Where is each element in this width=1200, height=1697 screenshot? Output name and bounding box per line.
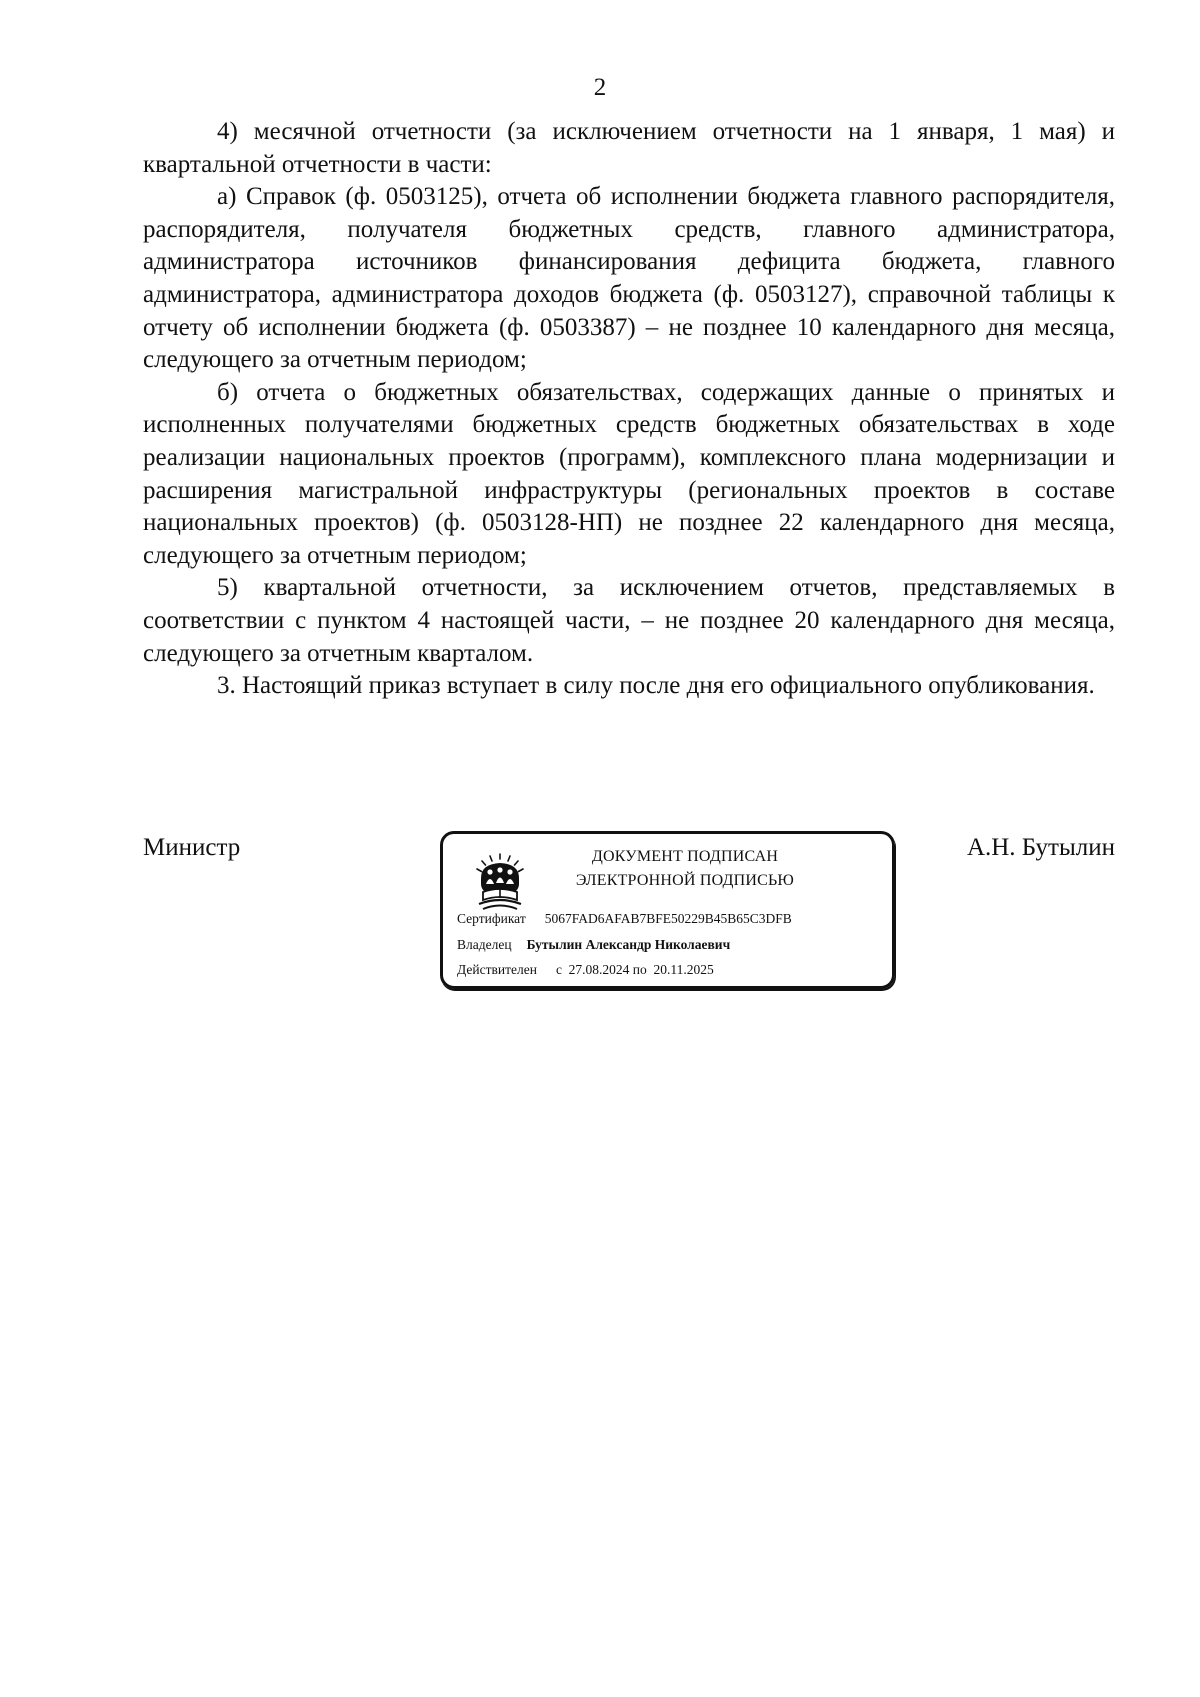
certificate-value: 5067FAD6AFAB7BFE50229B45B65C3DFB xyxy=(544,911,792,926)
regional-coat-of-arms-icon xyxy=(473,850,527,914)
owner-row xyxy=(457,936,730,954)
signatory-name: А.Н. Бутылин xyxy=(966,834,1115,861)
owner-label: Владелец xyxy=(457,937,512,952)
certificate-label: Сертификат xyxy=(457,911,526,926)
validity-row xyxy=(457,961,714,979)
paragraph-item-4: 4) месячной отчетности (за исключением отчетности на 1 января, 1 мая) и квартальной отчетности в части: xyxy=(143,118,1115,178)
page-number: 2 xyxy=(593,74,607,101)
validity-label: Действителен xyxy=(457,962,537,977)
validity-value: с 27.08.2024 по 20.11.2025 xyxy=(555,962,714,977)
stamp-title-line-2: ЭЛЕКТРОННОЙ ПОДПИСЬЮ xyxy=(575,872,795,889)
paragraph-clause-3: 3. Настоящий приказ вступает в силу после дня его официального опубликования. xyxy=(217,672,1095,700)
paragraph-subitem-b: б) отчета о бюджетных обязательствах, содержащих данные о принятых и исполненных получателями бюджетных средств бюджетных обязательствах в ходе реализации национальных проектов (программ), комплексного плана модернизации и расширения магистральной инфраструктуры (региональных проектов в составе национальных проектов) (ф. 0503128-НП) не позднее 22 календарного дня месяца, следующего за отчетным периодом; xyxy=(143,378,1115,569)
document-body xyxy=(143,116,1115,703)
paragraph-item-5: 5) квартальной отчетности, за исключением отчетов, представляемых в соответствии с пунктом 4 настоящей части, – не позднее 20 календарного дня месяца, следующего за отчетным кварталом. xyxy=(143,574,1115,667)
owner-value: Бутылин Александр Николаевич xyxy=(526,937,731,952)
electronic-signature-stamp xyxy=(440,831,895,989)
stamp-title xyxy=(553,845,817,893)
paragraph-subitem-a: а) Справок (ф. 0503125), отчета об исполнении бюджета главного распорядителя, распорядителя, получателя бюджетных средств, главного администратора, администратора источников финансирования дефицита бюджета, главного администратора, администратора доходов бюджета (ф. 0503127), справочной таблицы к отчету об исполнении бюджета (ф. 0503387) – не позднее 10 календарного дня месяца, следующего за отчетным периодом; xyxy=(143,183,1115,374)
stamp-title-line-1: ДОКУМЕНТ ПОДПИСАН xyxy=(591,848,779,865)
certificate-row xyxy=(457,910,792,928)
signatory-role: Министр xyxy=(143,834,241,861)
